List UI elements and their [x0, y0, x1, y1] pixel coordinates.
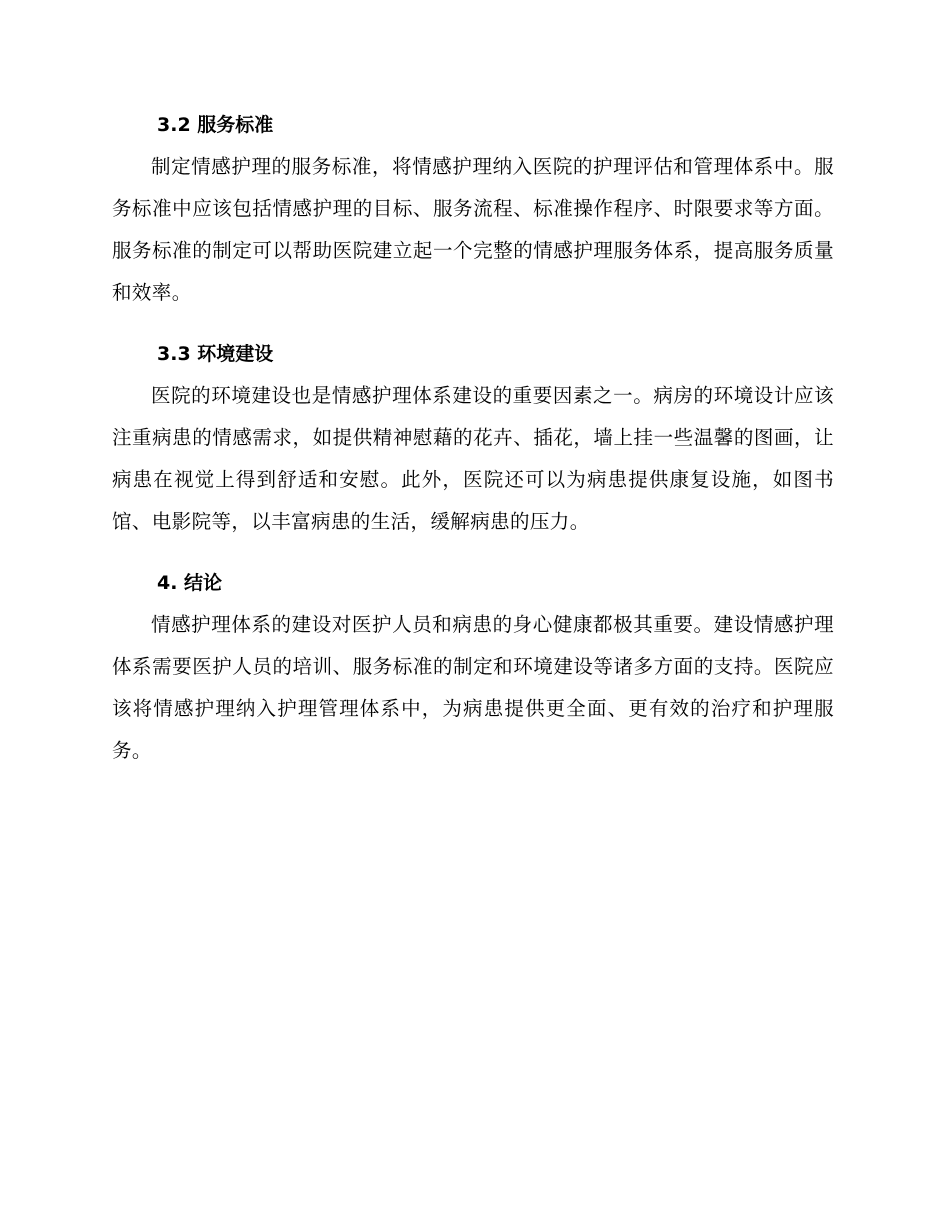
section-heading-3-3: 3.3 环境建设 — [157, 343, 274, 365]
section-paragraph-conclusion: 情感护理体系的建设对医护人员和病患的身心健康都极其重要。建设情感护理体系需要医护人员的培训、服务标准的制定和环境建设等诸多方面的支持。医院应该将情感护理纳入护理管理体系中，为病患提供更全面、更有效的治疗和护理服务。 — [112, 613, 834, 762]
section-paragraph-3-2: 制定情感护理的服务标准，将情感护理纳入医院的护理评估和管理体系中。服务标准中应该包括情感护理的目标、服务流程、标准操作程序、时限要求等方面。服务标准的制定可以帮助医院建立起一个完整的情感护理服务体系，提高服务质量和效率。 — [112, 155, 834, 304]
section-heading-3-2: 3.2 服务标准 — [157, 114, 274, 136]
document-body — [112, 104, 834, 791]
section-paragraph-3-3: 医院的环境建设也是情感护理体系建设的重要因素之一。病房的环境设计应该注重病患的情感需求，如提供精神慰藉的花卉、插花，墙上挂一些温馨的图画，让病患在视觉上得到舒适和安慰。此外，医院还可以为病患提供康复设施，如图书馆、电影院等，以丰富病患的生活，缓解病患的压力。 — [112, 384, 834, 533]
section-heading-conclusion: 4. 结论 — [157, 572, 223, 594]
